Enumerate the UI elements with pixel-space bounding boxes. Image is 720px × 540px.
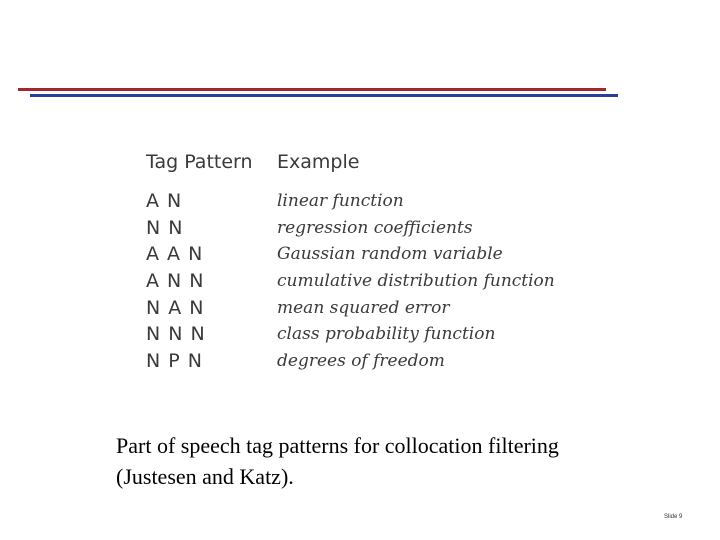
row-pattern: A N <box>146 190 183 212</box>
row-example: degrees of freedom <box>277 351 445 372</box>
table-row <box>146 321 555 348</box>
table-row <box>146 188 555 215</box>
row-example: cumulative distribution function <box>277 271 555 292</box>
table-header <box>146 148 555 176</box>
table-row <box>146 215 555 242</box>
tag-pattern-table <box>146 148 555 375</box>
table-body <box>146 188 555 375</box>
header-tag-pattern: Tag Pattern <box>146 151 253 173</box>
title-rule-red <box>18 88 606 91</box>
caption-line-2: (Justesen and Katz). <box>116 464 294 489</box>
row-example: mean squared error <box>277 297 450 318</box>
row-example: linear function <box>277 191 404 211</box>
header-example: Example <box>277 151 360 173</box>
row-example: class probability function <box>277 324 496 345</box>
row-pattern: N N N <box>146 323 206 346</box>
row-pattern: N P N <box>146 350 203 373</box>
row-pattern: A A N <box>146 243 204 266</box>
table-row <box>146 348 555 375</box>
table-row <box>146 295 555 322</box>
slide-caption <box>116 430 559 492</box>
title-rule-blue <box>30 94 618 97</box>
row-example: Gaussian random variable <box>277 244 503 265</box>
table-row <box>146 268 555 295</box>
caption-line-1: Part of speech tag patterns for collocation filtering <box>116 433 559 458</box>
row-pattern: A N N <box>146 270 205 293</box>
table-row <box>146 241 555 268</box>
row-example: regression coefficients <box>277 217 473 238</box>
row-pattern: N N <box>146 216 184 239</box>
slide-number: Slide 9 <box>664 514 683 520</box>
row-pattern: N A N <box>146 296 205 319</box>
